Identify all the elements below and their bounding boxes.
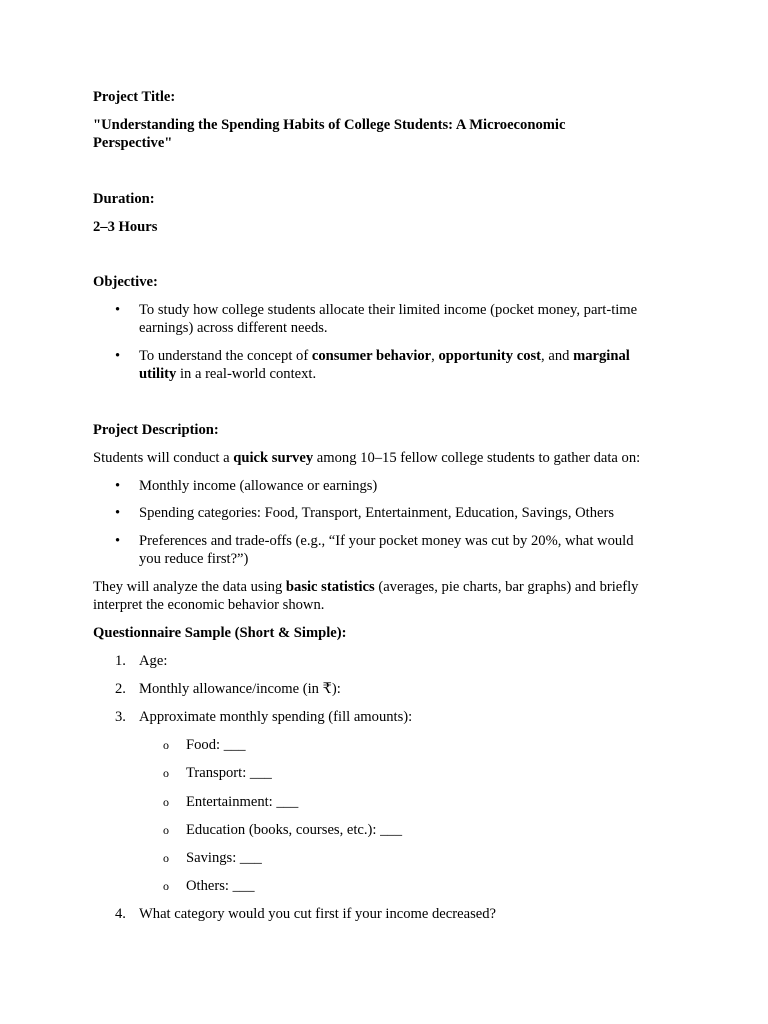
description-intro-pre: Students will conduct a xyxy=(93,450,234,466)
question-3: Approximate monthly spending (fill amounts): xyxy=(139,709,413,725)
sub-bullet-icon: o xyxy=(163,738,169,752)
question-1-number: 1. xyxy=(115,653,126,669)
description-bullet-2: Spending categories: Food, Transport, Entertainment, Education, Savings, Others xyxy=(139,505,615,521)
question-4: What category would you cut first if your income decreased? xyxy=(139,906,497,922)
project-title-line1: "Understanding the Spending Habits of College Students: A Microeconomic xyxy=(93,117,566,133)
description-intro-bold: quick survey xyxy=(233,450,314,466)
objective-1-line2: earnings) across different needs. xyxy=(139,320,328,336)
analysis-pre: They will analyze the data using xyxy=(93,579,286,595)
spending-item-savings: Savings: ___ xyxy=(186,850,262,866)
analysis-bold: basic statistics xyxy=(285,579,375,595)
description-bullet-3-line2: you reduce first?”) xyxy=(139,551,249,567)
bullet-icon: • xyxy=(115,348,121,364)
document-page xyxy=(93,0,693,1024)
description-intro-post: among 10–15 fellow college students to gather data on: xyxy=(313,450,641,466)
question-1: Age: xyxy=(139,653,168,669)
objective-2-term-opportunity-cost: opportunity cost xyxy=(438,348,542,364)
spending-item-transport: Transport: ___ xyxy=(186,765,272,781)
objective-item-2 xyxy=(139,347,689,383)
objective-2-term-utility: utility xyxy=(139,366,177,382)
objective-2-sep2: , and xyxy=(541,348,574,364)
bullet-icon: • xyxy=(115,478,121,494)
description-intro xyxy=(93,449,640,467)
objective-item-1 xyxy=(139,301,689,337)
analysis-post: (averages, pie charts, bar graphs) and briefly xyxy=(374,579,639,595)
bullet-icon: • xyxy=(115,505,121,521)
analysis-line1 xyxy=(93,578,638,596)
sub-bullet-icon: o xyxy=(163,851,169,865)
description-bullet-3-line1: Preferences and trade-offs (e.g., “If your pocket money was cut by 20%, what would xyxy=(139,533,634,549)
spending-item-others: Others: ___ xyxy=(186,878,255,894)
spending-item-entertainment: Entertainment: ___ xyxy=(186,794,299,810)
project-description-label: Project Description: xyxy=(93,422,219,438)
sub-bullet-icon: o xyxy=(163,823,169,837)
description-bullet-1: Monthly income (allowance or earnings) xyxy=(139,478,378,494)
objective-2-post: in a real-world context. xyxy=(176,366,317,382)
sub-bullet-icon: o xyxy=(163,766,169,780)
analysis-line2: interpret the economic behavior shown. xyxy=(93,597,325,613)
description-bullet-3 xyxy=(139,532,689,568)
spending-item-education: Education (books, courses, etc.): ___ xyxy=(186,822,403,838)
duration-value: 2–3 Hours xyxy=(93,219,158,235)
project-title-label: Project Title: xyxy=(93,89,176,105)
objective-label: Objective: xyxy=(93,274,158,290)
spending-item-food: Food: ___ xyxy=(186,737,246,753)
bullet-icon: • xyxy=(115,533,121,549)
question-4-number: 4. xyxy=(115,906,126,922)
objective-2-term-consumer-behavior: consumer behavior xyxy=(311,348,432,364)
question-2: Monthly allowance/income (in ₹): xyxy=(139,681,341,697)
project-title-line2: Perspective" xyxy=(93,135,173,151)
sub-bullet-icon: o xyxy=(163,795,169,809)
objective-2-term-marginal: marginal xyxy=(573,348,630,364)
questionnaire-label: Questionnaire Sample (Short & Simple): xyxy=(93,625,347,641)
sub-bullet-icon: o xyxy=(163,879,169,893)
objective-2-pre: To understand the concept of xyxy=(139,348,312,364)
question-2-number: 2. xyxy=(115,681,126,697)
duration-label: Duration: xyxy=(93,191,155,207)
bullet-icon: • xyxy=(115,302,121,318)
objective-1-line1: To study how college students allocate their limited income (pocket money, part-time xyxy=(139,302,638,318)
question-3-number: 3. xyxy=(115,709,126,725)
objective-2-sep1: , xyxy=(431,348,439,364)
